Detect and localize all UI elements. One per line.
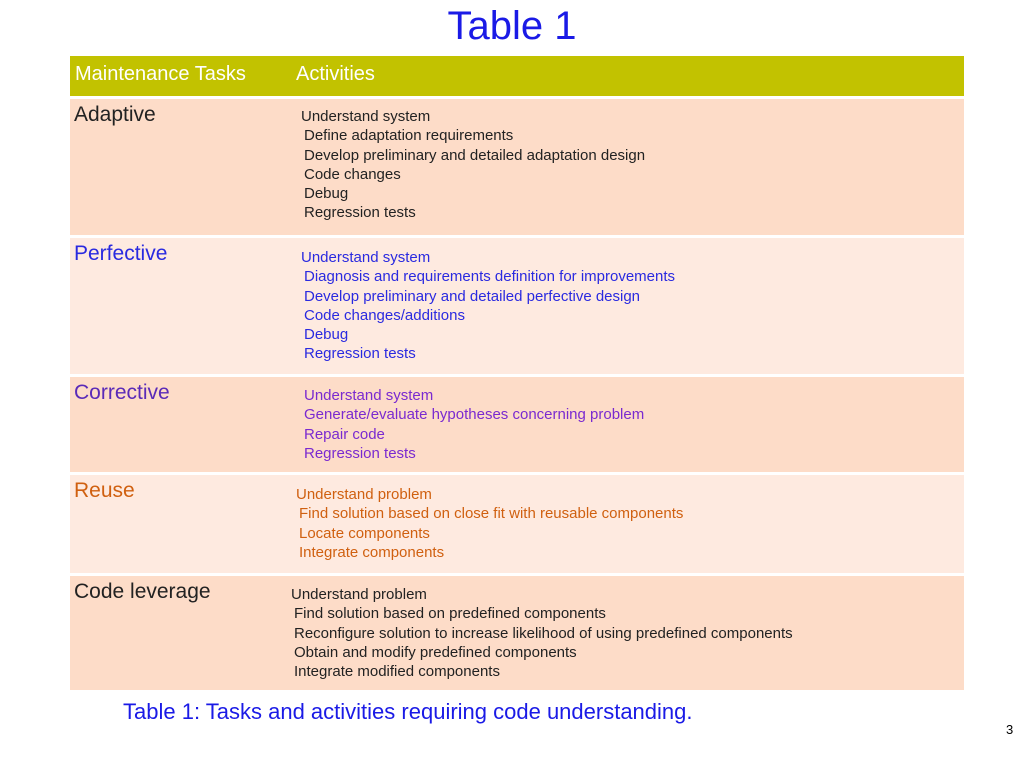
activity-item: Develop preliminary and detailed adaptation design bbox=[304, 146, 646, 164]
activity-item: Locate components bbox=[299, 524, 430, 542]
activity-list bbox=[301, 248, 676, 364]
activity-item: Develop preliminary and detailed perfective design bbox=[304, 287, 641, 305]
table-row-code-leverage bbox=[70, 576, 964, 690]
table-row-perfective bbox=[70, 238, 964, 374]
task-label: Adaptive bbox=[74, 103, 156, 126]
activity-item: Understand system bbox=[301, 249, 431, 266]
header-activities: Activities bbox=[296, 63, 375, 85]
table-row-reuse bbox=[70, 475, 964, 573]
slide-title: Table 1 bbox=[447, 4, 577, 48]
activity-list bbox=[304, 386, 644, 463]
table-row-corrective bbox=[70, 377, 964, 472]
activity-list bbox=[291, 585, 793, 681]
activity-item: Repair code bbox=[304, 425, 385, 443]
page-number: 3 bbox=[1006, 722, 1014, 737]
activity-item: Obtain and modify predefined components bbox=[294, 643, 577, 661]
activity-item: Debug bbox=[304, 185, 349, 203]
task-label: Code leverage bbox=[74, 580, 211, 603]
activity-item: Code changes bbox=[304, 165, 401, 183]
activity-item: Find solution based on predefined components bbox=[294, 605, 606, 623]
task-label: Corrective bbox=[74, 381, 170, 404]
header-maintenance-tasks: Maintenance Tasks bbox=[75, 63, 246, 85]
activity-item: Regression tests bbox=[304, 204, 416, 222]
table-caption: Table 1: Tasks and activities requiring code understanding. bbox=[123, 699, 693, 724]
activity-item: Regression tests bbox=[304, 345, 416, 363]
activity-item: Understand problem bbox=[296, 486, 432, 503]
activity-item: Generate/evaluate hypotheses concerning problem bbox=[304, 406, 645, 424]
activity-item: Define adaptation requirements bbox=[304, 127, 514, 145]
activity-item: Reconfigure solution to increase likelihood of using predefined components bbox=[294, 624, 793, 642]
activity-item: Understand problem bbox=[291, 586, 427, 603]
activity-item: Integrate components bbox=[299, 543, 445, 561]
table-row-adaptive bbox=[70, 99, 964, 235]
activity-item: Understand system bbox=[301, 108, 431, 125]
table-header bbox=[70, 56, 964, 96]
task-label: Reuse bbox=[74, 479, 135, 502]
activity-item: Debug bbox=[304, 326, 349, 344]
activity-list bbox=[296, 485, 684, 562]
task-label: Perfective bbox=[74, 242, 168, 265]
activity-list bbox=[301, 107, 646, 223]
maintenance-table bbox=[70, 56, 964, 690]
activity-item: Find solution based on close fit with reusable components bbox=[299, 505, 684, 523]
activity-item: Diagnosis and requirements definition for improvements bbox=[304, 268, 676, 286]
activity-item: Regression tests bbox=[304, 444, 416, 462]
activity-item: Code changes/additions bbox=[304, 306, 465, 324]
activity-item: Integrate modified components bbox=[294, 663, 500, 681]
activity-item: Understand system bbox=[304, 387, 434, 404]
